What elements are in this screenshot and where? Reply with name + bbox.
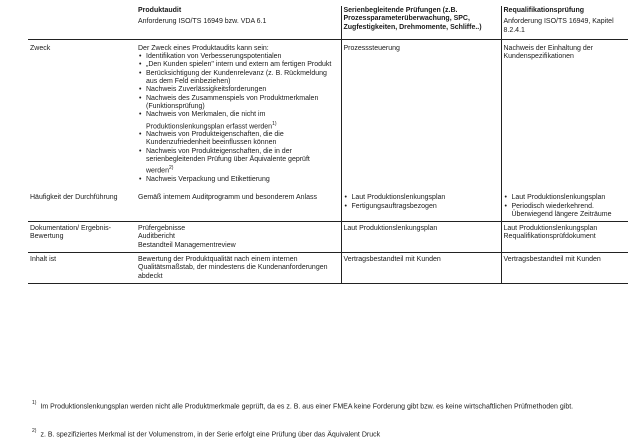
comparison-table <box>28 6 628 284</box>
list-item: • Laut Produktionslenkungsplan <box>512 194 627 202</box>
zweck-col3: Prozesssteuerung <box>341 39 501 186</box>
list-item: • Nachweis Zuverlässigkeitsforderungen <box>146 86 339 94</box>
row-label: Zweck <box>30 44 51 52</box>
zweck-col2 <box>136 39 341 186</box>
doku-line: Auditbericht <box>138 233 175 241</box>
list-item: • Nachweis von Produkteigenschaften, die die Kundenzufriedenheit beeinflussen können <box>146 131 339 148</box>
footnote-1 <box>32 400 612 412</box>
header-produktaudit <box>136 6 341 39</box>
list-item: • Berücksichtigung der Kundenrelevanz (z. B. Rückmeldung aus dem Feld einbeziehen) <box>146 70 339 87</box>
footnote-ref: 2) <box>168 165 174 172</box>
list-item: • Nachweis von Produkteigenschaften, die in der serienbegleitenden Prüfung über Äquivalente geprüft werden$^{2)}$ <box>146 148 339 176</box>
footnote-mark: 2) <box>32 428 37 434</box>
header-col2-sub: Anforderung ISO/TS 16949 bzw. VDA 6.1 <box>138 18 267 26</box>
inhalt-col2: Bewertung der Produktqualität nach einem internen Qualitätsmaßstab, der mindestens die Kundenanforderungen abdeckt <box>136 253 341 284</box>
doku-col4: Laut Produktionslenkungsplan Requalifikationsprüfdokument <box>501 222 628 253</box>
zweck-col4: Nachweis der Einhaltung der Kundenspezifikationen <box>501 39 628 186</box>
doku-col2 <box>136 222 341 253</box>
footnote-text: z. B. spezifiziertes Merkmal ist der Volumenstrom, in der Serie erfolgt eine Prüfung über das Äquivalent Druck <box>40 431 381 439</box>
header-col2-title: Produktaudit <box>138 7 182 14</box>
footnote-2 <box>32 428 612 440</box>
haeufigkeit-col4 <box>501 186 628 221</box>
haeufigkeit-col2: Gemäß internem Auditprogramm und besonderem Anlass <box>136 186 341 221</box>
list-item: • Nachweis Verpackung und Etikettierung <box>146 176 339 184</box>
list-item: • Periodisch wiederkehrend. Überwiegend längere Zeiträume <box>512 203 627 220</box>
list-item: • Laut Produktionslenkungsplan <box>352 194 499 202</box>
header-col4-title: Requalifikationsprüfung <box>503 7 584 14</box>
row-label: Häufigkeit der Durchführung <box>28 186 136 221</box>
doku-line: Bestandteil Managementreview <box>138 241 236 249</box>
row-label: Dokumentation/ Ergebnis-Bewertung <box>28 222 136 253</box>
header-row <box>28 6 628 39</box>
row-haeufigkeit <box>28 186 628 221</box>
list-item: • „Den Kunden spielen" intern und extern am fertigen Produkt <box>146 61 339 69</box>
header-serien <box>341 6 501 39</box>
row-doku <box>28 222 628 253</box>
list-item: • Fertigungsauftragsbezogen <box>352 203 499 211</box>
header-col3-title: Serienbegleitende Prüfungen (z.B. Prozessparameterüberwachung, SPC, Zugfestigkeiten, Drehmomente, Schliffe..) <box>343 7 482 31</box>
row-label: Inhalt ist <box>28 253 136 284</box>
inhalt-col3: Vertragsbestandteil mit Kunden <box>341 253 501 284</box>
footnote-text: Im Produktionslenkungsplan werden nicht alle Produktmerkmale geprüft, da es z. B. aus einer FMEA keine Forderung gibt bzw. es keine wirtschaftlichen Prüfmethoden gibt. <box>40 403 574 411</box>
doku-col3: Laut Produktionslenkungsplan <box>341 222 501 253</box>
footnote-ref: 1) <box>272 120 277 127</box>
inhalt-col4: Vertragsbestandteil mit Kunden <box>501 253 628 284</box>
header-requal <box>501 6 628 39</box>
zweck-intro: Der Zweck eines Produktaudits kann sein: <box>138 44 269 52</box>
list-item: • Nachweis von Merkmalen, die nicht im Produktionslenkungsplan erfasst werden$^{1)}$ <box>146 111 339 131</box>
header-empty-cell <box>28 6 136 39</box>
list-item: • Nachweis des Zusammenspiels von Produktmerkmalen (Funktionsprüfung) <box>146 95 339 112</box>
header-col4-sub: Anforderung ISO/TS 16949, Kapitel 8.2.4.1 <box>503 18 614 34</box>
row-inhalt <box>28 253 628 284</box>
haeufigkeit-col3 <box>341 186 501 221</box>
footnote-mark: 1) <box>32 400 37 406</box>
doku-line: Prüfergebnisse <box>138 225 186 233</box>
list-item: • Identifikation von Verbesserungspotentialen <box>146 53 339 61</box>
zweck-list <box>138 53 339 184</box>
row-zweck <box>28 39 628 186</box>
